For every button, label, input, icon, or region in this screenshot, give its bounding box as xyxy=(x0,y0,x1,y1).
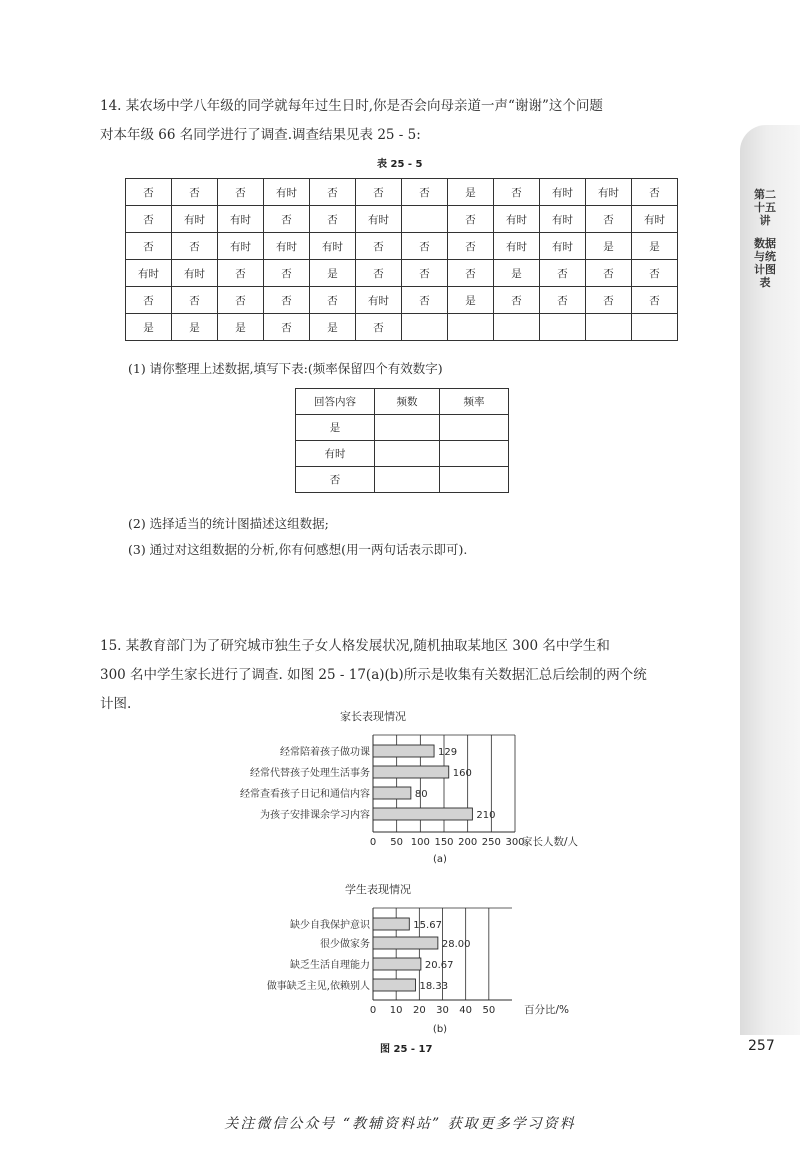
survey-cell: 是 xyxy=(310,314,356,341)
survey-cell: 否 xyxy=(172,233,218,260)
freq-header-content: 回答内容 xyxy=(296,389,375,415)
survey-cell: 否 xyxy=(540,287,586,314)
freq-row-label: 有时 xyxy=(296,441,375,467)
chart-data-label: 15.67 xyxy=(413,920,442,931)
survey-cell: 否 xyxy=(126,233,172,260)
chart-category-label: 很少做家务 xyxy=(320,939,370,950)
freq-row-label: 是 xyxy=(296,415,375,441)
survey-cell: 否 xyxy=(586,287,632,314)
chart-data-label: 28.00 xyxy=(441,939,471,950)
survey-cell: 否 xyxy=(356,260,402,287)
survey-cell: 否 xyxy=(356,179,402,206)
freq-header-rate: 频率 xyxy=(440,389,509,415)
chart-title: 学生表现情况 xyxy=(345,883,411,896)
survey-cell: 否 xyxy=(448,233,494,260)
chart-bar xyxy=(373,937,438,949)
chart-tick-label: 300 xyxy=(505,837,525,848)
survey-cell: 否 xyxy=(126,287,172,314)
survey-cell: 是 xyxy=(632,233,678,260)
freq-row-label: 否 xyxy=(296,467,375,493)
survey-cell: 否 xyxy=(448,260,494,287)
survey-cell: 否 xyxy=(172,179,218,206)
chart-category-label: 做事缺乏主见,依赖别人 xyxy=(266,981,370,992)
survey-cell: 否 xyxy=(402,260,448,287)
survey-cell: 否 xyxy=(310,206,356,233)
survey-cell: 有时 xyxy=(540,179,586,206)
figure-caption: 图 25 - 17 xyxy=(380,1044,433,1055)
question-2: (2) 选择适当的统计图描述这组数据; xyxy=(128,516,329,531)
chart-category-label: 经常代替孩子处理生活事务 xyxy=(250,768,370,779)
survey-cell: 有时 xyxy=(494,206,540,233)
survey-cell: 有时 xyxy=(356,287,402,314)
chart-bar xyxy=(373,787,411,799)
survey-cell: 否 xyxy=(632,179,678,206)
chart-category-label: 经常陪着孩子做功课 xyxy=(280,747,370,758)
survey-cell: 否 xyxy=(218,179,264,206)
survey-cell: 否 xyxy=(218,260,264,287)
chart-category-label: 为孩子安排课余学习内容 xyxy=(260,810,370,821)
chart-tick-label: 50 xyxy=(390,837,404,848)
chart-data-label: 18.33 xyxy=(419,981,449,992)
chart-tick-label: 250 xyxy=(481,837,501,848)
chart-tick-label: 40 xyxy=(459,1005,473,1016)
chart-x-axis-label: 百分比/% xyxy=(524,1004,570,1016)
survey-cell: 否 xyxy=(218,287,264,314)
survey-cell: 否 xyxy=(126,179,172,206)
survey-cell: 是 xyxy=(172,314,218,341)
survey-cell: 是 xyxy=(126,314,172,341)
survey-cell: 有时 xyxy=(494,233,540,260)
chart-category-label: 经常查看孩子日记和通信内容 xyxy=(240,789,370,800)
chart-bar xyxy=(373,918,409,930)
survey-cell: 否 xyxy=(264,314,310,341)
chart-data-label: 160 xyxy=(452,768,472,779)
problem-14-line-1: 14. 某农场中学八年级的同学就每年过生日时,你是否会向母亲道一声“谢谢”这个问题 xyxy=(100,98,603,114)
survey-cell: 是 xyxy=(448,179,494,206)
chart-category-label: 缺少自我保护意识 xyxy=(290,920,370,931)
survey-cell: 有时 xyxy=(218,206,264,233)
chart-data-label: 80 xyxy=(414,789,428,800)
chart-sublabel: (b) xyxy=(432,1024,448,1035)
survey-cell: 否 xyxy=(586,206,632,233)
chapter-label: 第二十五讲 xyxy=(754,188,776,227)
survey-cell: 有时 xyxy=(218,233,264,260)
survey-cell: 有时 xyxy=(310,233,356,260)
problem-15-line-1: 15. 某教育部门为了研究城市独生子女人格发展状况,随机抽取某地区 300 名中学生和 xyxy=(100,638,610,654)
survey-cell: 否 xyxy=(402,233,448,260)
chart-x-axis-label: 家长人数/人 xyxy=(522,836,579,848)
survey-cell: 有时 xyxy=(586,179,632,206)
chart-bar xyxy=(373,766,449,778)
chart-tick-label: 20 xyxy=(412,1005,426,1016)
chart-data-label: 20.67 xyxy=(424,960,454,971)
survey-cell: 否 xyxy=(264,206,310,233)
survey-cell: 有时 xyxy=(172,260,218,287)
question-1: (1) 请你整理上述数据,填写下表:(频率保留四个有效数字) xyxy=(128,361,443,376)
survey-cell: 是 xyxy=(586,233,632,260)
survey-cell: 否 xyxy=(540,260,586,287)
chart-bar xyxy=(373,979,415,991)
survey-cell: 有时 xyxy=(356,206,402,233)
survey-cell: 有时 xyxy=(126,260,172,287)
survey-cell: 否 xyxy=(632,287,678,314)
survey-cell: 否 xyxy=(448,206,494,233)
chart-category-label: 缺乏生活自理能力 xyxy=(290,960,370,971)
chart-title: 家长表现情况 xyxy=(340,710,406,723)
chart-tick-label: 150 xyxy=(434,837,454,848)
footer-watermark: 关注微信公众号 “教辅资料站” 获取更多学习资料 xyxy=(224,1116,576,1132)
chart-tick-label: 0 xyxy=(369,837,377,848)
problem-14-line-2: 对本年级 66 名同学进行了调查.调查结果见表 25 - 5: xyxy=(100,127,421,143)
survey-cell: 否 xyxy=(264,260,310,287)
survey-cell: 否 xyxy=(356,314,402,341)
chart-tick-label: 10 xyxy=(389,1005,403,1016)
chart-bar xyxy=(373,745,434,757)
chart-sublabel: (a) xyxy=(433,854,447,865)
survey-cell: 否 xyxy=(126,206,172,233)
table-caption: 表 25 - 5 xyxy=(377,159,423,170)
page-number: 257 xyxy=(748,1038,775,1054)
problem-15-line-3: 计图. xyxy=(100,696,132,712)
survey-cell: 否 xyxy=(310,287,356,314)
chart-tick-label: 100 xyxy=(410,837,430,848)
freq-header-count: 频数 xyxy=(375,389,440,415)
chart-data-label: 210 xyxy=(476,810,496,821)
problem-15-line-2: 300 名中学生家长进行了调查. 如图 25 - 17(a)(b)所示是收集有关数据汇总后绘制的两个统 xyxy=(100,667,647,683)
chart-bar xyxy=(373,958,421,970)
survey-cell: 否 xyxy=(586,260,632,287)
survey-cell: 有时 xyxy=(632,206,678,233)
survey-cell: 否 xyxy=(494,287,540,314)
survey-cell: 否 xyxy=(402,287,448,314)
chapter-title: 数据与统计图表 xyxy=(754,237,776,289)
survey-cell: 有时 xyxy=(540,206,586,233)
survey-cell: 有时 xyxy=(540,233,586,260)
survey-cell: 否 xyxy=(494,179,540,206)
survey-cell: 有时 xyxy=(264,233,310,260)
survey-cell: 有时 xyxy=(172,206,218,233)
survey-cell: 有时 xyxy=(264,179,310,206)
survey-cell: 是 xyxy=(448,287,494,314)
survey-cell: 否 xyxy=(632,260,678,287)
survey-cell: 否 xyxy=(402,179,448,206)
survey-cell: 是 xyxy=(218,314,264,341)
survey-cell: 是 xyxy=(310,260,356,287)
chart-tick-label: 30 xyxy=(436,1005,449,1016)
chart-tick-label: 50 xyxy=(482,1005,496,1016)
question-3: (3) 通过对这组数据的分析,你有何感想(用一两句话表示即可). xyxy=(128,542,468,557)
chart-tick-label: 200 xyxy=(458,837,478,848)
survey-cell: 否 xyxy=(264,287,310,314)
chart-bar xyxy=(373,808,472,820)
survey-cell: 否 xyxy=(356,233,402,260)
survey-cell: 是 xyxy=(494,260,540,287)
chart-data-label: 129 xyxy=(438,747,458,758)
survey-cell: 否 xyxy=(310,179,356,206)
survey-cell: 否 xyxy=(172,287,218,314)
chart-tick-label: 0 xyxy=(369,1005,377,1016)
